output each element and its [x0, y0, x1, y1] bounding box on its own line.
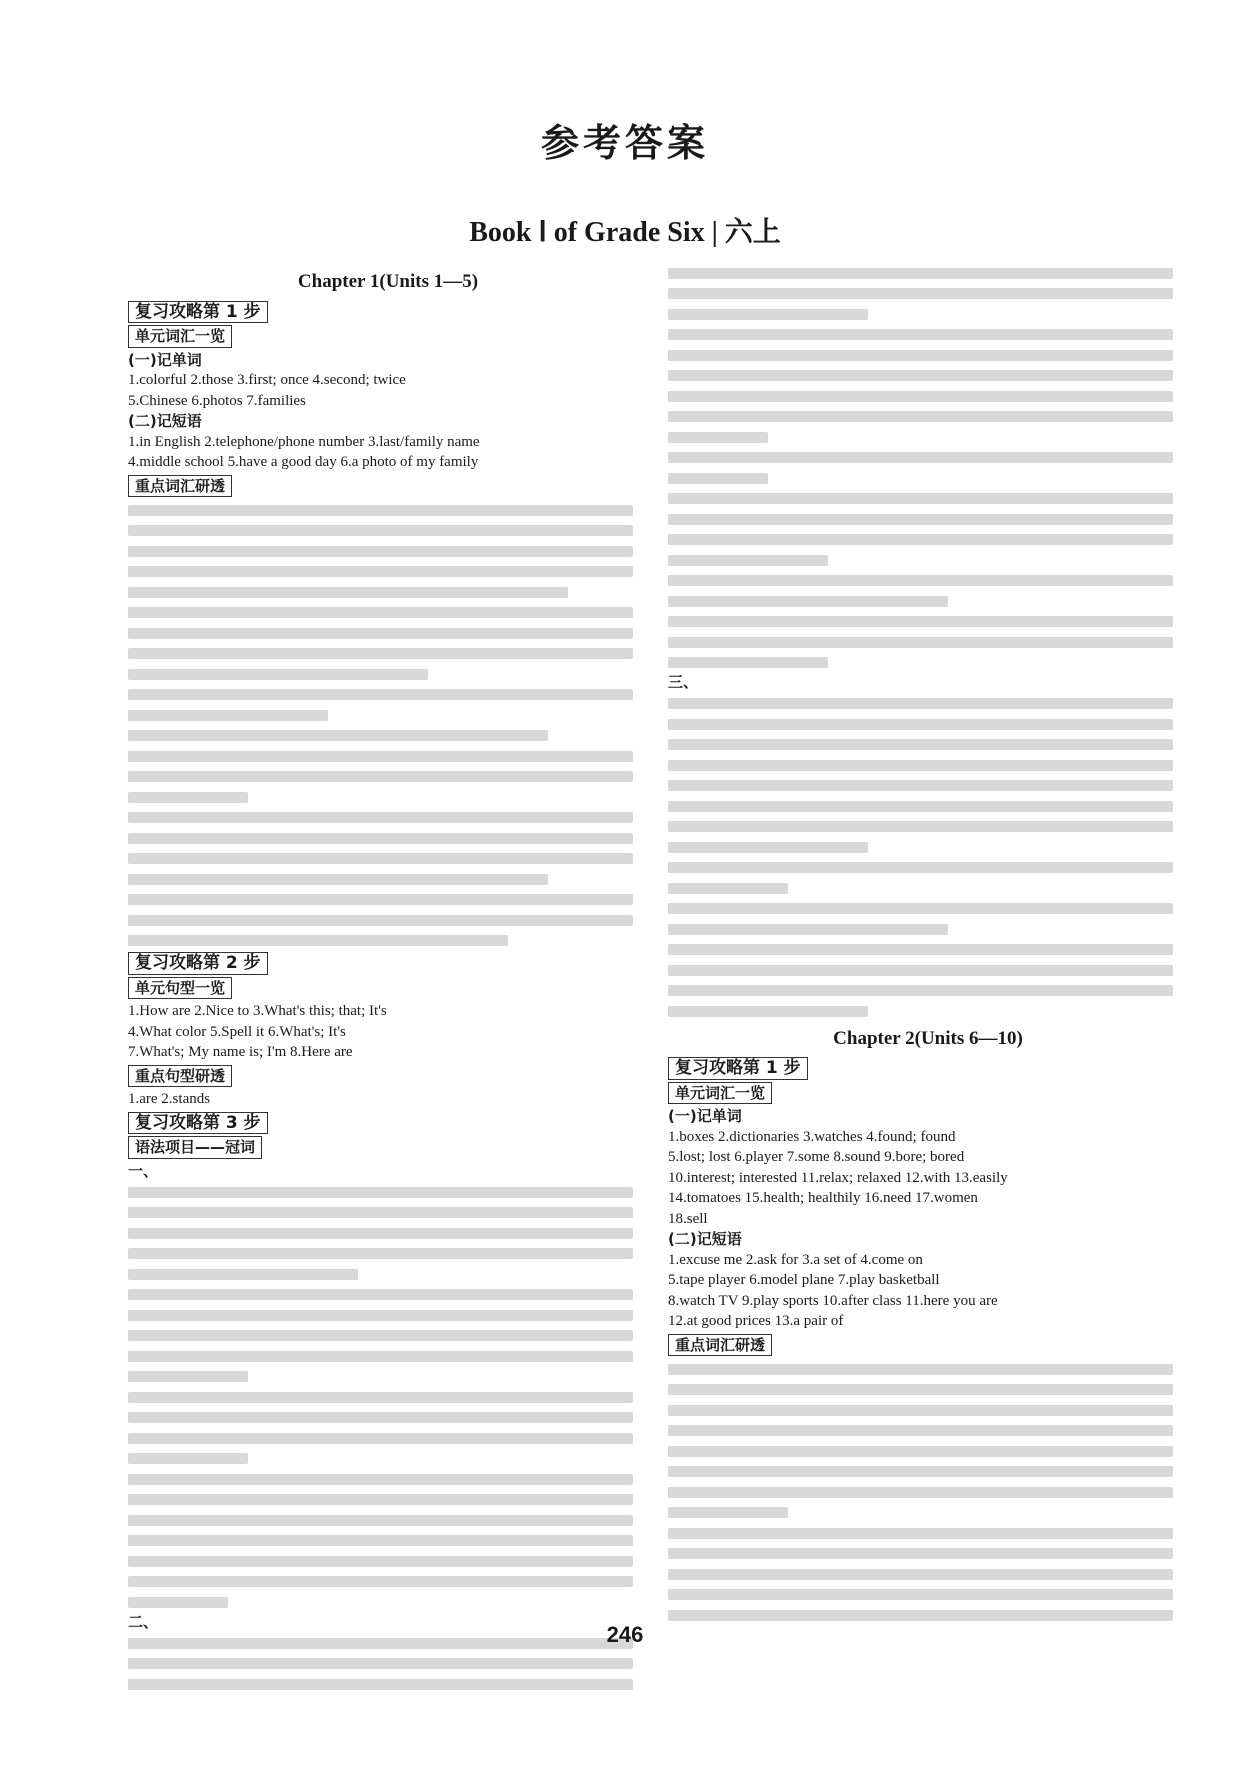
answer-line: 5.lost; lost 6.player 7.some 8.sound 9.bore; bored: [668, 1149, 965, 1165]
answer-line: 5.tape player 6.model plane 7.play basketball: [668, 1272, 940, 1288]
review-step-badge: 复习攻略第 2 步: [128, 952, 268, 975]
review-step-badge: 复习攻略第 1 步: [668, 1057, 808, 1080]
right-column: [668, 262, 1188, 1625]
section-number: 三、: [668, 673, 699, 691]
explanation-paragraph: [128, 499, 648, 950]
section-badge: 单元词汇一览: [128, 325, 232, 348]
explanation-paragraph: [128, 1181, 648, 1612]
explanation-paragraph: [668, 1358, 1188, 1625]
section-badge: 重点词汇研透: [128, 475, 232, 498]
book-subtitle: Book Ⅰ of Grade Six | 六上: [469, 217, 781, 248]
answer-line: 4.middle school 5.have a good day 6.a photo of my family: [128, 454, 479, 470]
explanation-paragraph: [668, 262, 1188, 672]
answer-line: 10.interest; interested 11.relax; relaxed 12.with 13.easily: [668, 1169, 1008, 1186]
page-title: 参考答案: [540, 121, 709, 165]
section-badge: 单元句型一览: [128, 977, 232, 1000]
answer-line: 1.colorful 2.those 3.first; once 4.second; twice: [128, 372, 406, 388]
answer-line: 5.Chinese 6.photos 7.families: [128, 392, 306, 409]
answer-line: 7.What's; My name is; I'm 8.Here are: [128, 1044, 353, 1060]
subheading: (一)记单词: [128, 350, 202, 369]
answer-line: 1.excuse me 2.ask for 3.a set of 4.come on: [668, 1251, 923, 1268]
section-number: 二、: [128, 1612, 159, 1631]
chapter-heading: Chapter 2(Units 6—10): [833, 1027, 1023, 1049]
chapter-heading: Chapter 1(Units 1—5): [297, 271, 479, 292]
answer-line: 4.What color 5.Spell it 6.What's; It's: [128, 1023, 346, 1040]
review-step-badge: 复习攻略第 3 步: [128, 1112, 268, 1135]
page-number: 246: [606, 1622, 644, 1647]
answer-line: 8.watch TV 9.play sports 10.after class 11.here you are: [668, 1292, 998, 1309]
section-number: 一、: [128, 1161, 159, 1180]
answer-line: 1.are 2.stands: [128, 1091, 211, 1107]
subheading: (二)记短语: [128, 412, 202, 430]
explanation-paragraph: [668, 693, 1188, 1021]
answer-line: 12.at good prices 13.a pair of: [668, 1313, 844, 1329]
answer-line: 1.boxes 2.dictionaries 3.watches 4.found; found: [668, 1128, 956, 1145]
subheading: (二)记短语: [668, 1230, 742, 1248]
review-step-badge: 复习攻略第 1 步: [128, 301, 268, 324]
left-column: [128, 272, 648, 1694]
section-badge: 重点句型研透: [128, 1065, 232, 1088]
section-badge: 语法项目——冠词: [128, 1136, 262, 1159]
section-badge: 重点词汇研透: [668, 1334, 772, 1357]
answer-line: 14.tomatoes 15.health; healthily 16.need 17.women: [668, 1190, 978, 1206]
answer-line: 1.How are 2.Nice to 3.What's this; that; It's: [128, 1003, 387, 1019]
answer-line: 18.sell: [668, 1210, 708, 1227]
subheading: (一)记单词: [668, 1107, 742, 1125]
answer-line: 1.in English 2.telephone/phone number 3.last/family name: [128, 433, 480, 450]
section-badge: 单元词汇一览: [668, 1082, 772, 1105]
